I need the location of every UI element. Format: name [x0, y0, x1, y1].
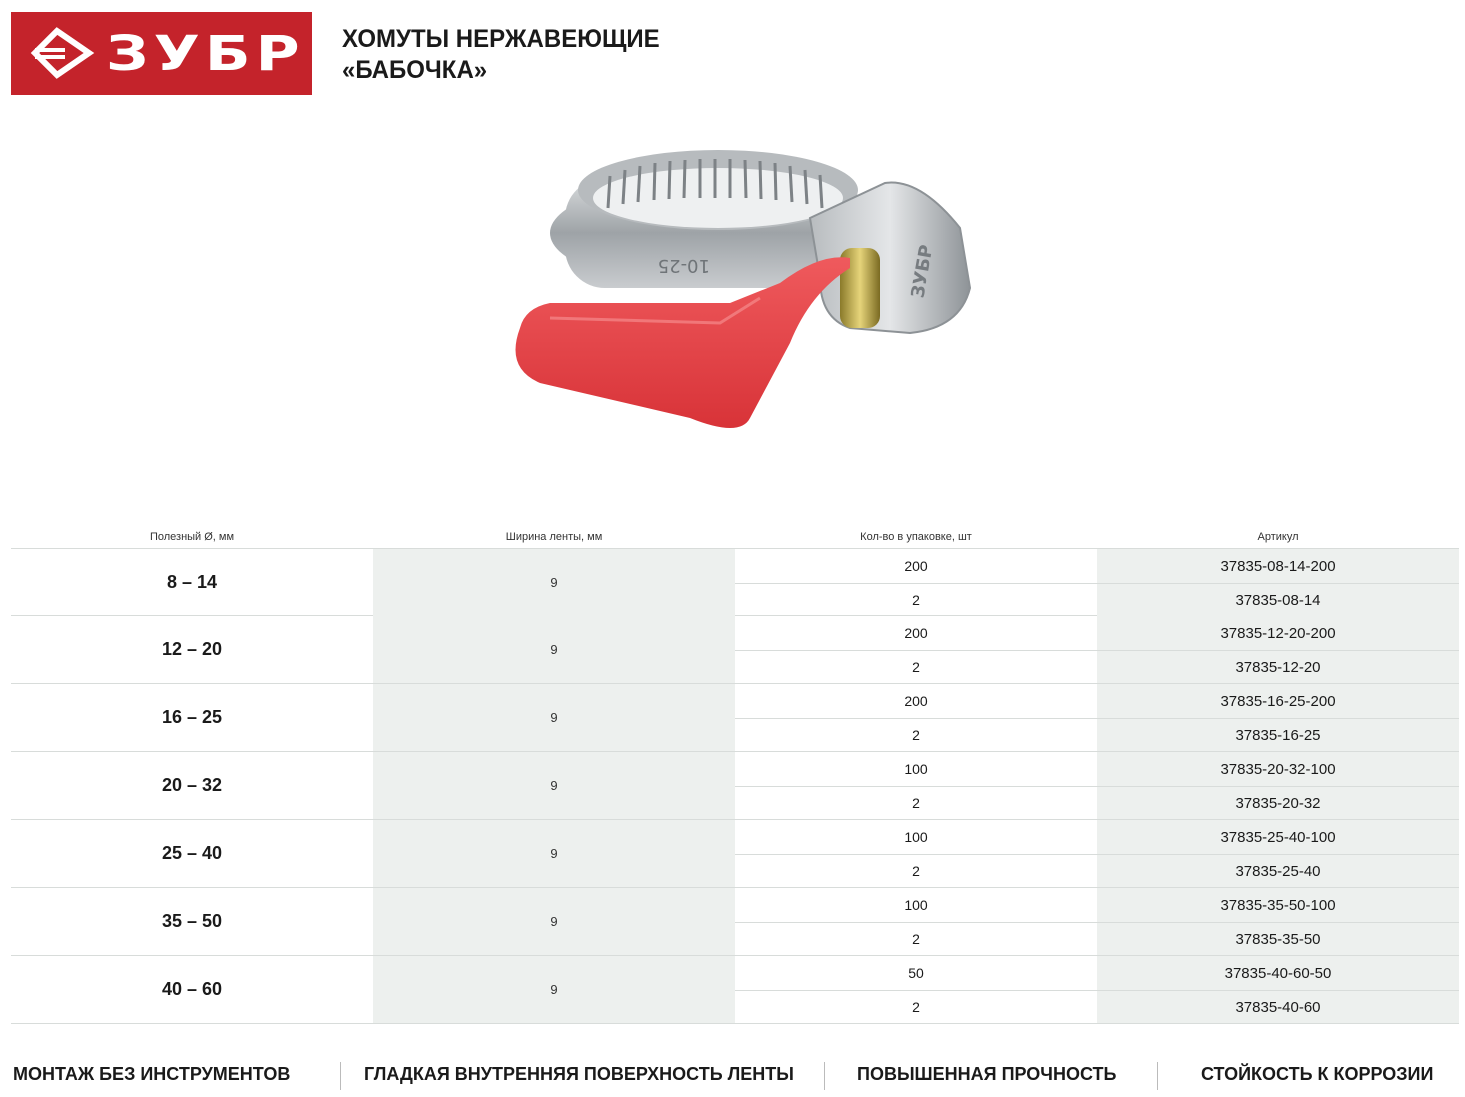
feature-corrosion: СТОЙКОСТЬ К КОРРОЗИИ [1201, 1064, 1434, 1084]
qty-cell: 100 [904, 829, 928, 845]
qty-cell: 100 [904, 897, 928, 913]
qty-cell: 2 [735, 922, 1097, 955]
brand-logo [11, 12, 312, 95]
article-cell: 37835-08-14 [1097, 583, 1459, 616]
feature-divider [1157, 1062, 1158, 1090]
header-diameter: Полезный Ø, мм [149, 531, 235, 543]
table-row [11, 684, 1459, 752]
engraving-size: 10-25 [657, 255, 710, 276]
feature-smooth-band: ГЛАДКАЯ ВНУТРЕННЯЯ ПОВЕРХНОСТЬ ЛЕНТЫ [364, 1064, 794, 1084]
article-cell: 37835-25-40-100 [1097, 820, 1459, 854]
qty-cell: 2 [735, 650, 1097, 683]
article-cell: 37835-20-32 [1097, 786, 1459, 819]
table-row [11, 616, 1459, 684]
qty-cell: 2 [735, 786, 1097, 819]
brand-name: ЗУБР [106, 26, 305, 82]
width-cell: 9 [373, 888, 735, 955]
article-cell: 37835-16-25-200 [1097, 684, 1459, 718]
table-row [11, 548, 1459, 616]
qty-cell: 200 [904, 558, 928, 574]
range-cell: 8 – 14 [166, 572, 218, 592]
width-cell: 9 [373, 616, 735, 683]
qty-cell: 200 [904, 693, 928, 709]
feature-tool-free: МОНТАЖ БЕЗ ИНСТРУМЕНТОВ [13, 1064, 291, 1084]
header-band-width: Ширина ленты, мм [505, 531, 603, 543]
article-cell: 37835-12-20 [1097, 650, 1459, 683]
qty-cell: 100 [904, 761, 928, 777]
qty-cell: 2 [735, 583, 1097, 616]
qty-cell: 2 [735, 990, 1097, 1023]
width-cell: 9 [373, 684, 735, 751]
feature-strength: ПОВЫШЕННАЯ ПРОЧНОСТЬ [857, 1064, 1117, 1084]
product-image [490, 118, 990, 468]
spec-table [11, 548, 1459, 1024]
width-cell: 9 [373, 549, 735, 616]
range-cell: 40 – 60 [161, 979, 223, 999]
features-bar [0, 1056, 1465, 1096]
range-cell: 16 – 25 [161, 707, 223, 727]
engraving-brand: ЗУБР [907, 243, 938, 300]
title-line-2: «БАБОЧКА» [342, 56, 488, 84]
range-cell: 25 – 40 [161, 843, 223, 863]
table-row [11, 820, 1459, 888]
qty-cell: 2 [735, 718, 1097, 751]
qty-cell: 50 [908, 965, 924, 981]
header-pack-qty: Кол-во в упаковке, шт [860, 531, 972, 543]
article-cell: 37835-12-20-200 [1097, 616, 1459, 650]
page-title [342, 24, 660, 86]
table-header [11, 528, 1459, 548]
range-cell: 12 – 20 [161, 639, 223, 659]
header-article: Артикул [1257, 531, 1299, 543]
width-cell: 9 [373, 820, 735, 887]
article-cell: 37835-40-60-50 [1097, 956, 1459, 990]
width-cell: 9 [373, 752, 735, 819]
feature-divider [340, 1062, 341, 1090]
qty-cell: 2 [735, 854, 1097, 887]
article-cell: 37835-08-14-200 [1097, 549, 1459, 583]
qty-cell: 200 [904, 625, 928, 641]
range-cell: 20 – 32 [161, 775, 223, 795]
article-cell: 37835-40-60 [1097, 990, 1459, 1023]
table-row [11, 752, 1459, 820]
title-line-1: ХОМУТЫ НЕРЖАВЕЮЩИЕ [342, 25, 660, 53]
range-cell: 35 – 50 [161, 911, 223, 931]
table-row [11, 888, 1459, 956]
width-cell: 9 [373, 956, 735, 1023]
feature-divider [824, 1062, 825, 1090]
article-cell: 37835-16-25 [1097, 718, 1459, 751]
article-cell: 37835-35-50 [1097, 922, 1459, 955]
table-row [11, 956, 1459, 1024]
article-cell: 37835-35-50-100 [1097, 888, 1459, 922]
article-cell: 37835-25-40 [1097, 854, 1459, 887]
article-cell: 37835-20-32-100 [1097, 752, 1459, 786]
